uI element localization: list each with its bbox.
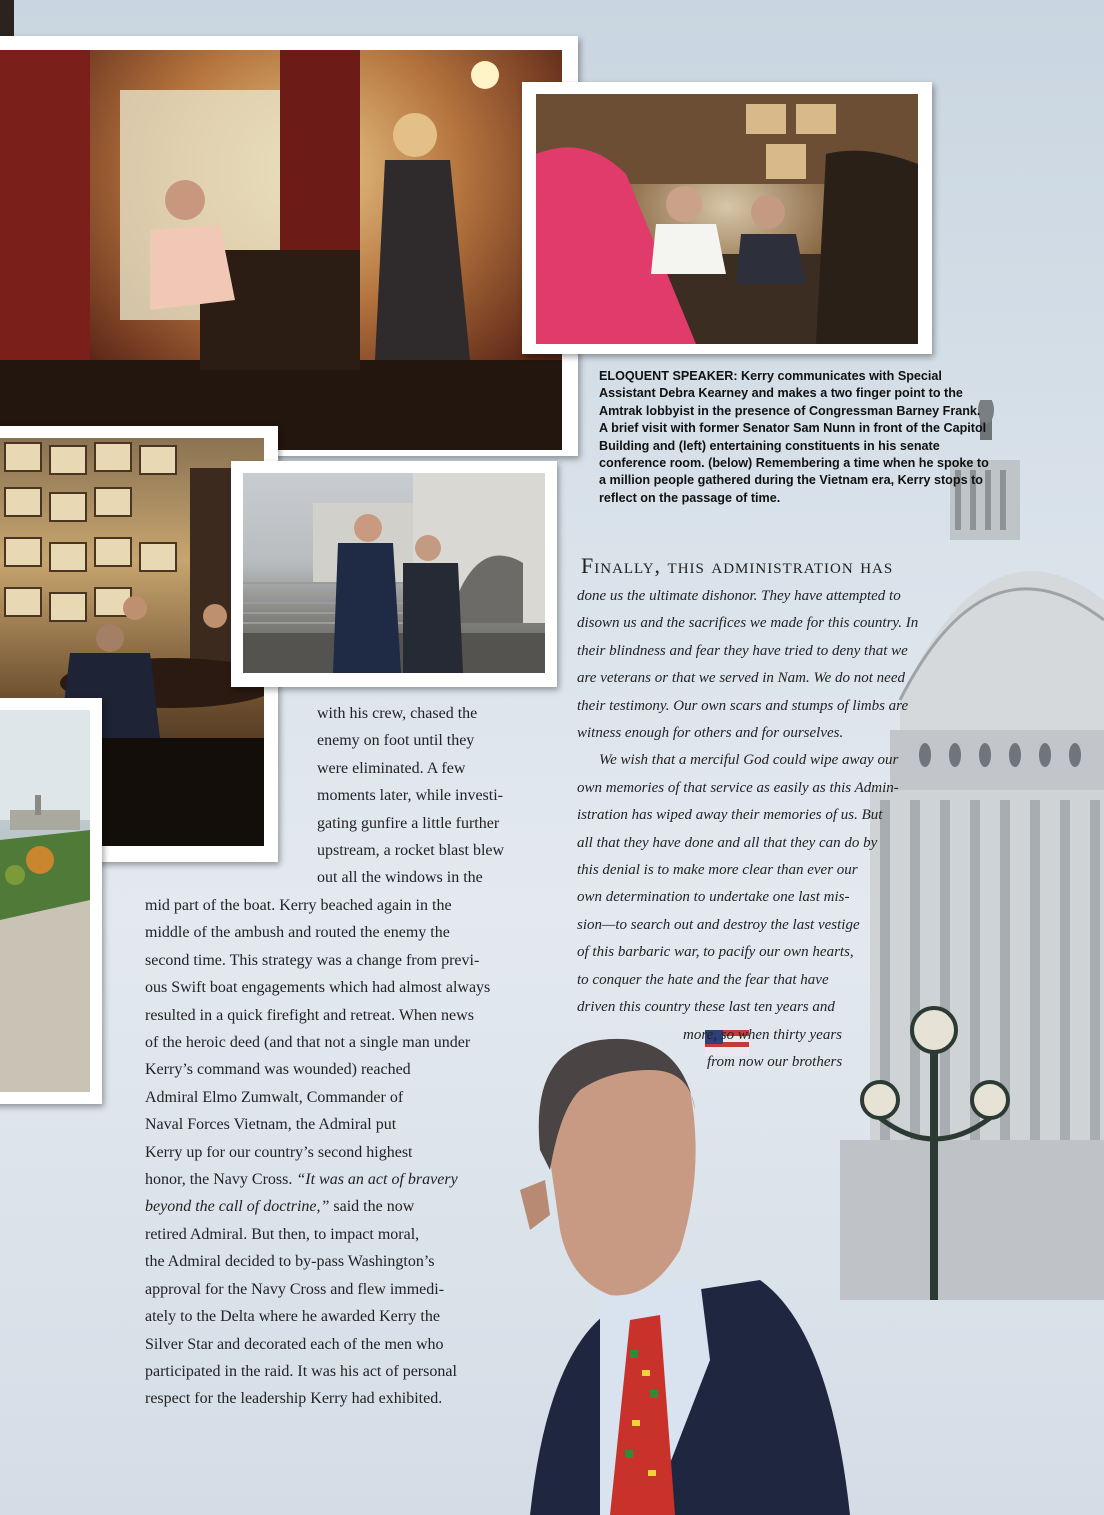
body-line: Admiral Elmo Zumwalt, Commander of xyxy=(145,1088,404,1106)
quote-line: to conquer the hate and the fear that have xyxy=(577,971,829,988)
body-text-wide xyxy=(145,892,555,1413)
quote-line: this denial is to make more clear than ever our xyxy=(577,862,858,879)
capitol-steps-illustration xyxy=(243,473,545,673)
capitol-steps-photo-frame xyxy=(231,461,557,687)
conference-photo xyxy=(536,94,918,344)
body-line: respect for the leadership Kerry had exhibited. xyxy=(145,1390,443,1408)
quote-line: all that they have done and all that they can do by xyxy=(577,834,878,851)
pull-quote xyxy=(577,583,997,1076)
body-line: approval for the Navy Cross and flew immedi- xyxy=(145,1280,445,1298)
body-line: participated in the raid. It was his act of personal xyxy=(145,1362,457,1380)
body-line: Kerry’s command was wounded) reached xyxy=(145,1061,411,1079)
conference-scene-illustration xyxy=(536,94,918,344)
quote-heading: Finally, this administration has xyxy=(581,553,894,578)
office-photo-frame xyxy=(0,36,578,456)
office-scene-illustration xyxy=(0,50,562,450)
quote-line: their blindness and fear they have tried to deny that we xyxy=(577,642,908,659)
body-line: mid part of the boat. Kerry beached again in the xyxy=(145,897,452,914)
quote-line: own memories of that service as easily as this Admin- xyxy=(577,779,899,796)
body-line: Kerry up for our country’s second highest xyxy=(145,1143,413,1161)
mall-view-photo-frame xyxy=(0,698,102,1104)
body-fragment: honor, the Navy Cross. xyxy=(145,1171,293,1189)
caption-text: Kerry communicates with Special Assistant Debra Kearney and makes a two finger point to the Amtrak lobbyist in the presence of Congressman Barney Frank. A brief visit with former Senator Sam Nunn in front of the Capitol Building and (left) entertaining constituents in his senate conference room. (below) Remembering a time when he spoke to a million people gathered during the Vietnam era, Kerry stops to reflect on the passage of time. xyxy=(599,369,989,505)
body-line: second time. This strategy was a change from previ- xyxy=(145,951,480,969)
body-line: with his crew, chased the xyxy=(317,705,478,722)
body-line: enemy on foot until they xyxy=(317,732,475,750)
quote-line: more, so when thirty years xyxy=(683,1026,843,1043)
body-line: Silver Star and decorated each of the men who xyxy=(145,1335,444,1353)
body-text-narrow xyxy=(317,700,557,892)
photo-caption xyxy=(599,368,989,507)
body-line-with-quote xyxy=(145,1166,555,1193)
body-line: middle of the ambush and routed the enemy the xyxy=(145,924,450,942)
quote-line: witness enough for others and for ourselves. xyxy=(577,725,844,742)
quote-line: sion—to search out and destroy the last vestige xyxy=(577,916,860,933)
body-line: upstream, a rocket blast blew xyxy=(317,842,505,860)
kerry-portrait-image xyxy=(490,1030,1080,1515)
quote-line: own determination to undertake one last mis- xyxy=(577,889,850,906)
body-line: moments later, while investi- xyxy=(317,787,503,805)
quote-line: their testimony. Our own scars and stumps of limbs are xyxy=(577,697,909,714)
caption-lead: ELOQUENT SPEAKER: xyxy=(599,369,738,383)
body-line: gating gunfire a little further xyxy=(317,814,500,832)
quote-line: disown us and the sacrifices we made for this country. In xyxy=(577,615,919,632)
mall-view-illustration xyxy=(0,710,90,1092)
body-line: out all the windows in the xyxy=(317,869,483,887)
body-line: of the heroic deed (and that not a single man under xyxy=(145,1034,471,1052)
office-photo xyxy=(0,50,562,450)
admiral-quote: “It was an act of bravery xyxy=(296,1171,458,1189)
body-line-with-quote xyxy=(145,1193,555,1220)
body-fragment: said the now xyxy=(329,1198,415,1216)
conference-photo-frame xyxy=(522,82,932,354)
quote-line: from now our brothers xyxy=(707,1053,843,1070)
body-line: ately to the Delta where he awarded Kerry the xyxy=(145,1308,440,1326)
page-edge-bar xyxy=(0,0,14,36)
quote-line: done us the ultimate dishonor. They have attempted to xyxy=(577,588,901,604)
quote-line: istration has wiped away their memories of us. But xyxy=(577,807,883,824)
body-line: ous Swift boat engagements which had almost always xyxy=(145,979,491,997)
body-line: retired Admiral. But then, to impact moral, xyxy=(145,1225,420,1243)
body-line: the Admiral decided to by-pass Washington’s xyxy=(145,1253,435,1271)
quote-line: driven this country these last ten years and xyxy=(577,999,835,1016)
body-line: Naval Forces Vietnam, the Admiral put xyxy=(145,1116,397,1134)
quote-line: of this barbaric war, to pacify our own hearts, xyxy=(577,944,854,961)
mall-view-photo xyxy=(0,710,90,1092)
body-line: resulted in a quick firefight and retreat. When news xyxy=(145,1006,474,1024)
body-line: were eliminated. A few xyxy=(317,759,466,777)
admiral-quote-cont: beyond the call of doctrine,” xyxy=(145,1198,330,1216)
capitol-steps-photo xyxy=(243,473,545,673)
quote-line: are veterans or that we served in Nam. We do not need xyxy=(577,670,906,687)
quote-line: We wish that a merciful God could wipe away our xyxy=(599,752,899,769)
